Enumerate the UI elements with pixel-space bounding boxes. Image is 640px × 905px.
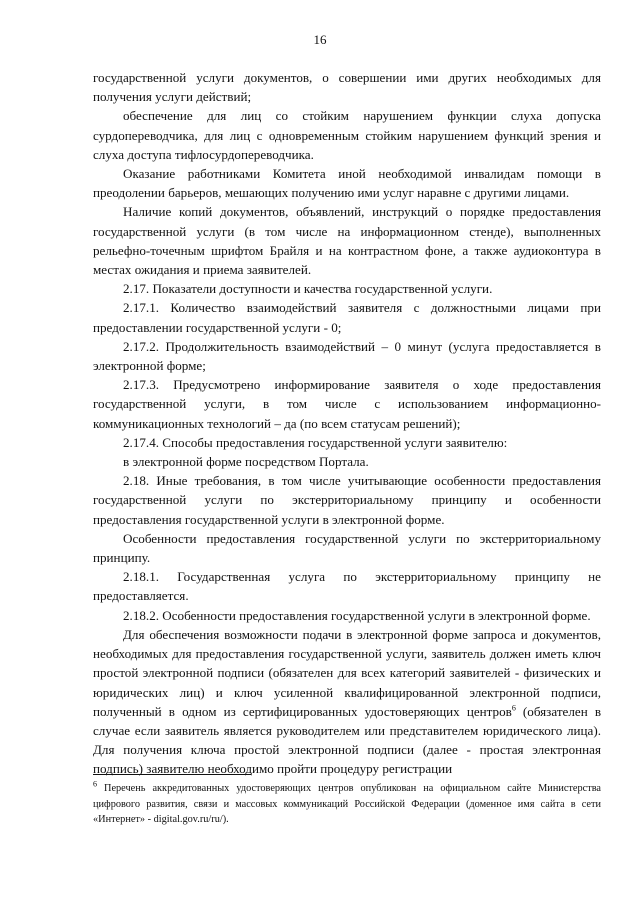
paragraph: 2.18.2. Особенности предоставления государственной услуги в электронной форме. [123, 607, 591, 623]
paragraph: 2.18.1. Государственная услуга по экстерриториальному принципу не предоставляется. [93, 569, 601, 604]
body-text [93, 68, 601, 779]
footnote-text: Перечень аккредитованных удостоверяющих центров опубликован на официальном сайте Министерства цифрового развития, связи и массовых коммуникаций Российской Федерации (доменное имя сайта в сети «Интернет» - digital.gov.ru/ru/). [93, 783, 601, 825]
footnote [93, 781, 601, 828]
paragraph: 2.17.3. Предусмотрено информирование заявителя о ходе предоставления государственной услуги, в том числе с использованием информационно-коммуникационных технологий – да (по всем статусам решений); [93, 377, 601, 431]
paragraph-text: (обязателен в случае если заявитель является руководителем или представителем юридического лица). Для получения ключа простой электронной подписи (далее - простая электронная подпись) заявителю необходимо пройти процедуру регистрации [93, 703, 601, 777]
footnote-reference[interactable]: 6 [511, 703, 516, 713]
footnote-separator [93, 774, 251, 775]
paragraph [93, 625, 601, 779]
paragraph: 2.17.1. Количество взаимодействий заявителя с должностными лицами при предоставлении государственной услуги - 0; [93, 300, 601, 335]
paragraph: государственной услуги документов, о совершении ими других необходимых для получения услуги действий; [93, 70, 601, 105]
paragraph: 2.17.2. Продолжительность взаимодействий – 0 минут (услуга предоставляется в электронной форме; [93, 338, 601, 374]
footnote-mark: 6 [93, 779, 97, 789]
paragraph: 2.17.4. Способы предоставления государственной услуги заявителю: [123, 434, 508, 450]
paragraph: в электронной форме посредством Портала. [123, 454, 369, 470]
page-number: 16 [313, 32, 327, 47]
paragraph: обеспечение для лиц со стойким нарушением функции слуха допуска сурдопереводчика, для лиц с одновременным стойким нарушением функций зрения и слуха доступа тифлосурдопереводчика. [93, 108, 601, 162]
paragraph: Наличие копий документов, объявлений, инструкций о порядке предоставления государственной услуги (в том числе на информационном стенде), выполненных рельефно-точечным шрифтом Брайля и на контрастном фоне, а также аудиоконтура в местах ожидания и приема заявителей. [93, 204, 601, 278]
paragraph: Оказание работниками Комитета иной необходимой инвалидам помощи в преодолении барьеров, мешающих получению ими услуг наравне с другими лицами. [93, 166, 601, 201]
paragraph-text: Для обеспечения возможности подачи в электронной форме запроса и документов, необходимых для предоставления государственной услуги, заявитель должен иметь ключ простой электронной подписи (обязателен для всех категорий заявителей - физических и юридических лиц) и ключ усиленной квалифицированной электронной подписи, полученный в одном из сертифицированных удостоверяющих центров [93, 626, 601, 719]
paragraph: 2.17. Показатели доступности и качества государственной услуги. [123, 281, 493, 297]
paragraph: Особенности предоставления государственной услуги по экстерриториальному принципу. [93, 530, 601, 566]
paragraph: 2.18. Иные требования, в том числе учитывающие особенности предоставления государственной услуги по экстерриториальному принципу и особенности предоставления государственной услуги в электронной форме. [93, 473, 601, 527]
